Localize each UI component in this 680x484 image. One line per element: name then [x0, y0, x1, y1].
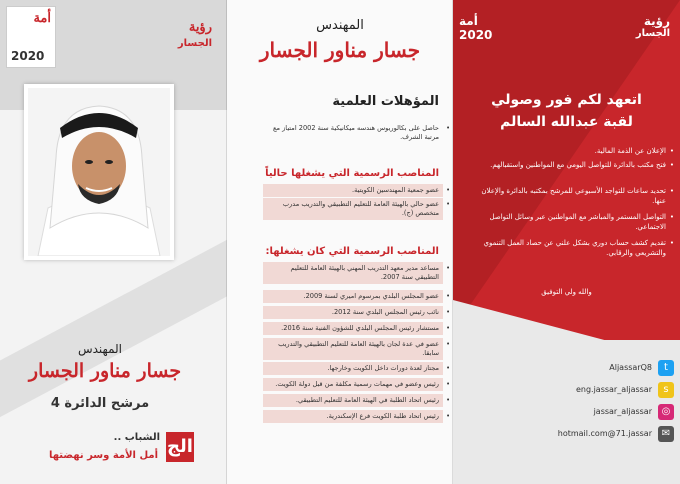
right-logo-jassar-text: الجسار: [635, 28, 670, 39]
past-position-item: • رئيس اتحاد الطلبة في الهيئة العامة للتعليم التطبيقي.: [263, 394, 443, 407]
pledge-item: • الإعلان عن الذمة المالية.: [476, 146, 666, 156]
right-logo-vision-text: رؤية: [643, 14, 670, 28]
pledge-title-line-1: اتعهد لكم فور وصولي: [491, 92, 642, 108]
right-panel: [453, 0, 680, 484]
logo-umma-text: أمة: [33, 11, 51, 26]
right-logo-umma-text: أمة: [459, 14, 478, 28]
social-instagram[interactable]: [476, 404, 676, 422]
past-position-item: • مجتاز لعدة دورات داخل الكويت وخارجها.: [263, 362, 443, 375]
logo-vision-text: رؤية: [188, 20, 212, 35]
pledge-item: • فتح مكتب بالدائرة للتواصل اليومي مع المواطنين واستقبالهم.: [476, 160, 666, 170]
current-position-item: • عضو جمعية المهندسين الكويتية.: [263, 184, 443, 197]
right-logo-vision: [636, 14, 670, 39]
past-positions-heading: المناصب الرسمية التي كان يشغلها:: [265, 246, 439, 257]
twitter-icon: t: [658, 360, 674, 376]
middle-panel: [227, 0, 453, 484]
instagram-icon: ◎: [658, 404, 674, 420]
twitter-handle: AljassarQ8: [609, 363, 652, 372]
past-position-item: • مساعد مدير معهد التدريب المهني بالهيئة العامة للتعليم التطبيقي سنة 2007.: [263, 262, 443, 284]
logo-year: 2020: [11, 49, 45, 63]
left-candidate-name: جسار مناور الجسار: [28, 360, 182, 382]
social-snapchat[interactable]: [476, 382, 676, 400]
past-position-item: • رئيس وعضو في مهمات رسمية مكلفة من قبل دولة الكويت.: [263, 378, 443, 391]
past-position-item: • نائب رئيس المجلس البلدي سنة 2012.: [263, 306, 443, 319]
current-position-item: • عضو حالي بالهيئة العامة للتعليم التطبيقي والتدريب مدرب متخصص (ج).: [263, 198, 443, 220]
social-twitter[interactable]: [476, 360, 676, 378]
logo-vision-jassar: [166, 20, 216, 78]
qualifications-heading: المؤهلات العلمية: [332, 94, 439, 109]
left-panel: [0, 0, 227, 484]
pledge-item: • تقديم كشف حساب دوري بشكل علني عن حصاد العمل التنموي والتشريعي والرقابي.: [476, 238, 666, 258]
past-position-item: • مستشار رئيس المجلس البلدي للشؤون الفنية سنة 2016.: [263, 322, 443, 335]
slogan-line-2: أمل الأمة وسر نهضتها: [48, 450, 158, 461]
middle-engineer-title: المهندس: [316, 18, 364, 33]
slogan-line-1: الشباب ..: [113, 432, 160, 443]
current-positions-heading: المناصب الرسمية التي يشغلها حالياً: [265, 168, 439, 179]
right-logo-umma: [459, 14, 501, 42]
snapchat-icon: s: [658, 382, 674, 398]
logo-umma-2020: [6, 6, 56, 68]
past-position-item: • عضو في عدة لجان بالهيئة العامة للتعليم التطبيقي والتدريب سابقا.: [263, 338, 443, 360]
left-engineer-title: المهندس: [77, 342, 123, 356]
email-address: hotmail.com@71.jassar: [557, 429, 652, 438]
pledge-item: • التواصل المستمر والمباشر مع المواطنين عبر وسائل التواصل الاجتماعي.: [476, 212, 666, 232]
right-logo-year: 2020: [459, 28, 493, 42]
candidate-photo: [24, 84, 174, 260]
qualification-item: • حاصل على بكالوريوس هندسه ميكانيكية سنة 2002 امتياز مع مرتبة الشرف.: [263, 122, 443, 144]
middle-candidate-name: جسار مناور الجسار: [259, 38, 421, 62]
jassar-mark-logo: الج: [166, 432, 194, 462]
pledge-title-line-2: لقبة عبدالله السالم: [500, 114, 633, 130]
past-position-item: • رئيس اتحاد طلبة الكويت فرع الإسكندرية.: [263, 410, 443, 423]
closing-phrase: والله ولي التوفيق: [541, 288, 592, 296]
email-icon: ✉: [658, 426, 674, 442]
past-position-item: • عضو المجلس البلدي بمرسوم اميري لسنة 2009.: [263, 290, 443, 303]
pledge-item: • تحديد ساعات للتواجد الأسبوعي للمرشح بمكتبه بالدائرة والإعلان عنها.: [476, 186, 666, 206]
instagram-handle: jassar_aljassar: [593, 407, 652, 416]
left-candidate-district: مرشح الدائرة 4: [50, 396, 150, 411]
snapchat-handle: eng.jassar_aljassar: [575, 385, 652, 394]
social-email[interactable]: [476, 426, 676, 444]
logo-jassar-text: الجسار: [177, 38, 212, 49]
